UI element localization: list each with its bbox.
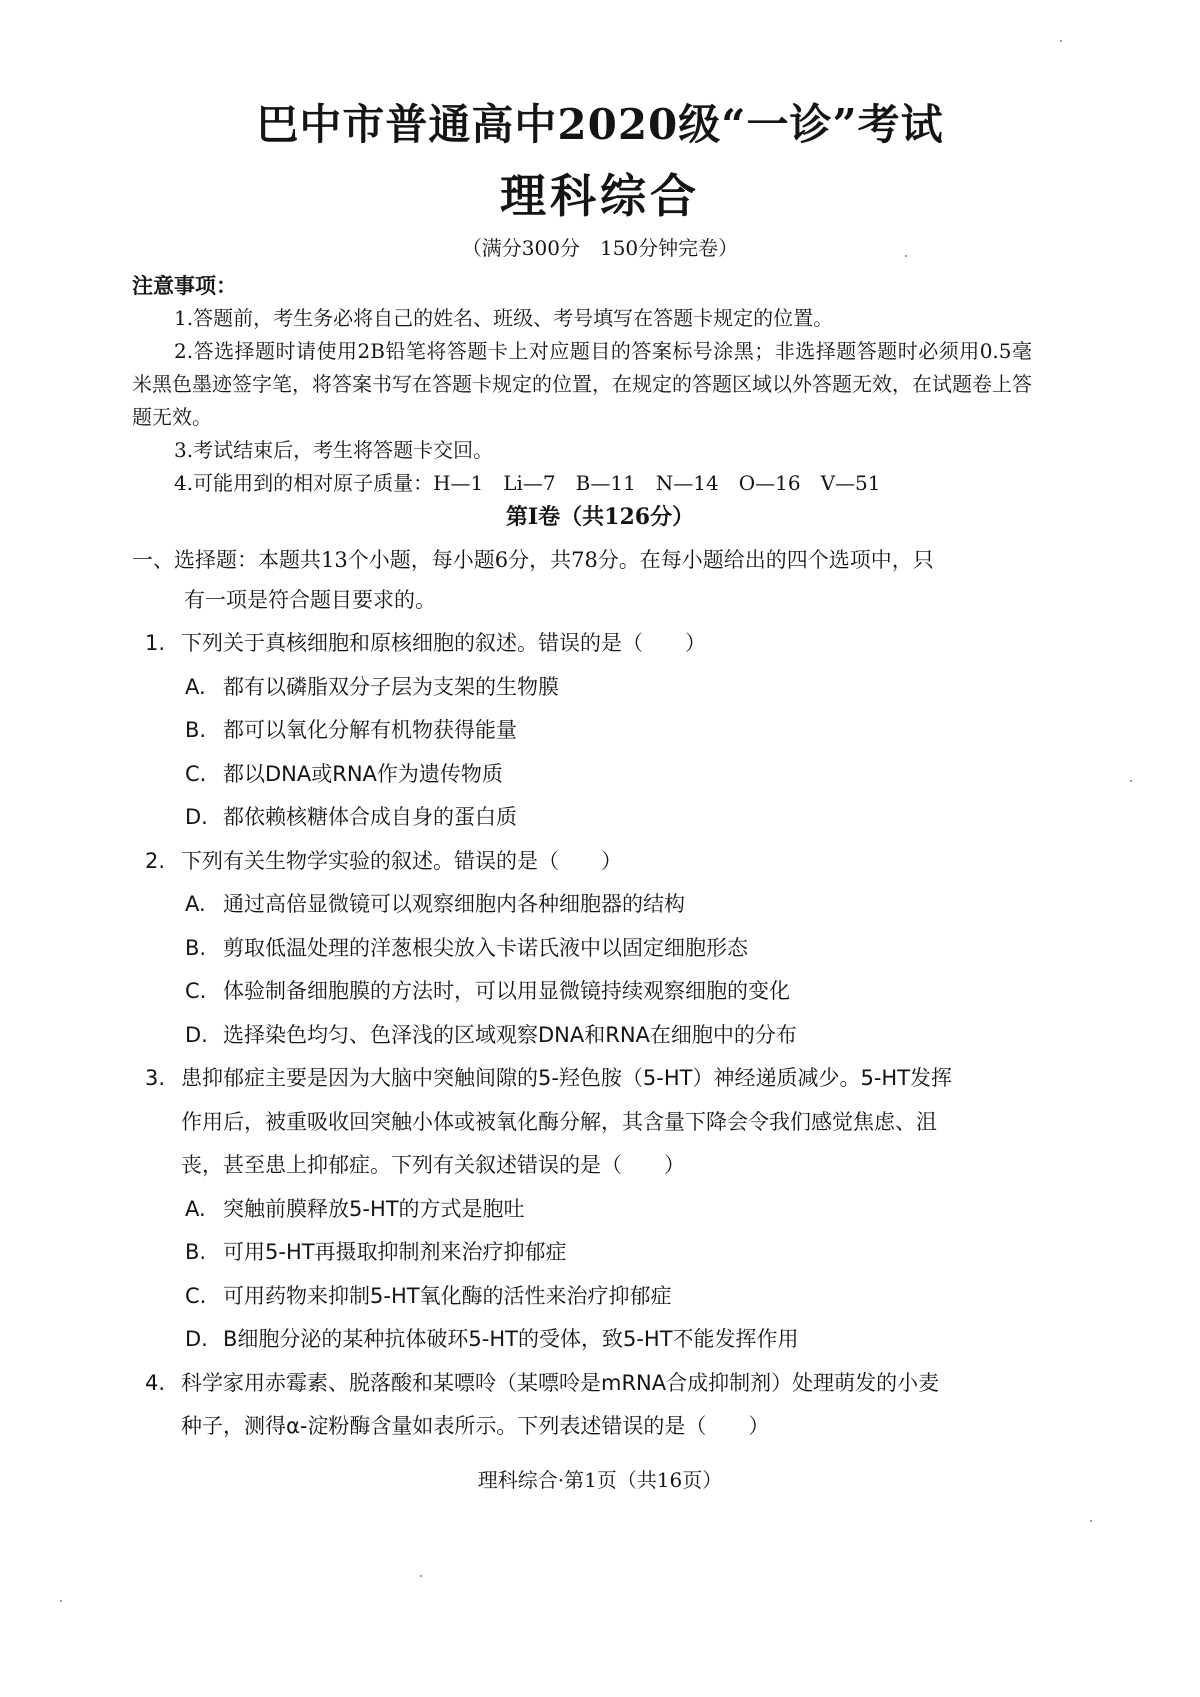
scan-speck — [1130, 780, 1132, 782]
option-text: 选择染色均匀、色泽浅的区域观察DNA和RNA在细胞中的分布 — [223, 1022, 797, 1047]
option — [145, 1318, 1025, 1362]
question-text: 下列关于真核细胞和原核细胞的叙述。错误的是（ ） — [181, 631, 706, 655]
section-instructions — [132, 540, 1032, 620]
notice-item: 1.答题前，考生务必将自己的姓名、班级、考号填写在答题卡规定的位置。 — [174, 306, 834, 330]
scan-speck — [60, 1600, 62, 1602]
scan-speck — [420, 1575, 422, 1577]
option-letter: D. — [185, 1022, 208, 1047]
option — [145, 1275, 1025, 1319]
notice-item: 4.可能用到的相对原子质量：H—1 Li—7 B—11 N—14 O—16 V—51 — [174, 471, 881, 495]
question-text-continued: 丧，甚至患上抑郁症。下列有关叙述错误的是（ ） — [181, 1153, 685, 1177]
scan-speck — [1060, 40, 1062, 42]
option — [145, 1231, 1025, 1275]
question-stem — [145, 840, 1025, 884]
question-stem — [145, 622, 1025, 666]
question-text: 患抑郁症主要是因为大脑中突触间隙的5-羟色胺（5-HT）神经递质减少。5-HT发挥 — [181, 1066, 953, 1090]
exam-subtitle: （满分300分 150分钟完卷） — [461, 236, 739, 260]
option-text: B细胞分泌的某种抗体破环5-HT的受体，致5-HT不能发挥作用 — [223, 1327, 799, 1351]
exam-subject: 理科综合 — [500, 169, 700, 223]
notice-heading: 注意事项： — [132, 273, 237, 298]
option-text: 都可以氧化分解有机物获得能量 — [223, 718, 517, 742]
option-text: 都以DNA或RNA作为遗传物质 — [223, 761, 503, 786]
notice-item: 2.答选择题时请使用2B铅笔将答题卡上对应题目的答案标号涂黑；非选择题答题时必须用0.5毫米黑色墨迹签字笔，将答案书写在答题卡规定的位置，在规定的答题区域以外答题无效，在试题卷上答题无效。 — [132, 339, 1032, 429]
question-number: 4. — [145, 1370, 166, 1395]
instructions-line: 一、选择题：本题共13个小题，每小题6分，共78分。在每小题给出的四个选项中，只 — [132, 548, 934, 572]
option — [145, 927, 1025, 971]
question-stem — [145, 1057, 1025, 1101]
instructions-line: 有一项是符合题目要求的。 — [184, 588, 436, 612]
scan-speck — [1090, 1520, 1092, 1522]
notice-item: 3.考试结束后，考生将答题卡交回。 — [174, 438, 494, 462]
option-letter: B. — [185, 935, 207, 960]
option-letter: D. — [185, 805, 208, 829]
option-text: 都依赖核糖体合成自身的蛋白质 — [223, 805, 517, 829]
question-number: 2. — [145, 848, 166, 873]
option-text: 通过高倍显微镜可以观察细胞内各种细胞器的结构 — [223, 892, 685, 916]
page-footer: 理科综合·第1页（共16页） — [477, 1468, 723, 1492]
question-stem — [145, 1362, 1025, 1406]
question-number: 3. — [145, 1066, 166, 1090]
section-title: 第Ⅰ卷（共126分） — [505, 504, 695, 530]
option-letter: A. — [185, 674, 206, 699]
question-number: 1. — [145, 631, 166, 655]
option — [145, 970, 1025, 1014]
option-letter: D. — [185, 1327, 208, 1351]
option — [145, 666, 1025, 710]
question-list — [145, 622, 1025, 1449]
option — [145, 753, 1025, 797]
option — [145, 1014, 1025, 1058]
option — [145, 1188, 1025, 1232]
question-text: 下列有关生物学实验的叙述。错误的是（ ） — [181, 848, 622, 873]
option-text: 可用药物来抑制5-HT氧化酶的活性来治疗抑郁症 — [223, 1283, 672, 1308]
option-letter: A. — [185, 1196, 206, 1221]
option-letter: A. — [185, 892, 206, 916]
option-letter: C. — [185, 979, 207, 1003]
exam-title: 巴中市普通高中2020级“一诊”考试 — [256, 100, 944, 149]
option-text: 可用5-HT再摄取抑制剂来治疗抑郁症 — [223, 1240, 567, 1264]
option-letter: B. — [185, 1240, 207, 1264]
option-text: 都有以磷脂双分子层为支架的生物膜 — [223, 674, 559, 699]
scan-speck — [905, 255, 907, 257]
option-letter: C. — [185, 761, 207, 786]
option-text: 体验制备细胞膜的方法时，可以用显微镜持续观察细胞的变化 — [223, 979, 790, 1003]
question-text-continued: 作用后，被重吸收回突触小体或被氧化酶分解，其含量下降会令我们感觉焦虑、沮 — [181, 1109, 937, 1134]
option — [145, 709, 1025, 753]
notice-list — [132, 302, 1032, 500]
option-letter: C. — [185, 1283, 207, 1308]
question-text: 科学家用赤霉素、脱落酸和某嘌呤（某嘌呤是mRNA合成抑制剂）处理萌发的小麦 — [181, 1370, 940, 1395]
question-text-continued: 种子，测得α-淀粉酶含量如表所示。下列表述错误的是（ ） — [181, 1414, 770, 1438]
option-text: 剪取低温处理的洋葱根尖放入卡诺氏液中以固定细胞形态 — [223, 935, 748, 960]
option — [145, 796, 1025, 840]
option-letter: B. — [185, 718, 207, 742]
option — [145, 883, 1025, 927]
option-text: 突触前膜释放5-HT的方式是胞吐 — [223, 1196, 525, 1221]
